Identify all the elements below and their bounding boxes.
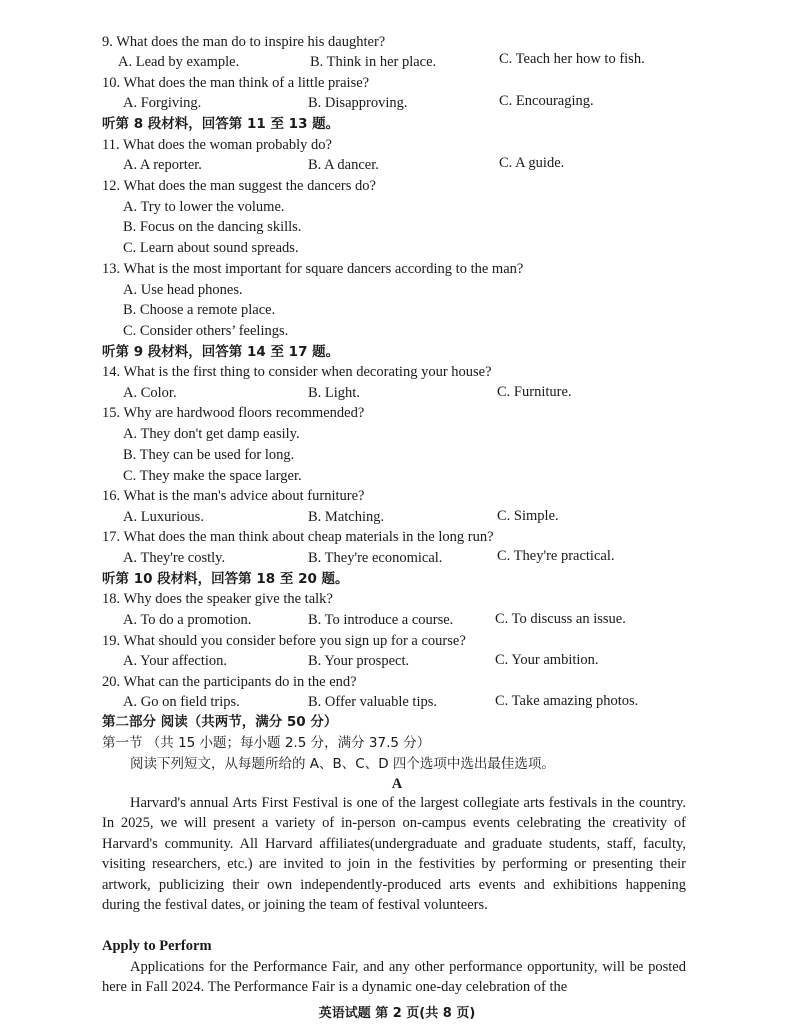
question-20: 20. What can the participants do in the end? bbox=[102, 674, 357, 690]
q15-option-a: A. They don't get damp easily. bbox=[123, 426, 300, 442]
q11-option-b: B. A dancer. bbox=[308, 157, 379, 173]
q13-option-c: C. Consider others’ feelings. bbox=[123, 323, 289, 339]
q16-option-a: A. Luxurious. bbox=[123, 509, 204, 525]
q12-option-c: C. Learn about sound spreads. bbox=[123, 240, 299, 256]
section-1-title: 第一节 （共 15 小题；每小题 2.5 分，满分 37.5 分） bbox=[102, 735, 431, 751]
q20-option-b: B. Offer valuable tips. bbox=[308, 694, 437, 710]
question-19: 19. What should you consider before you sign up for a course? bbox=[102, 633, 466, 649]
q14-option-b: B. Light. bbox=[308, 385, 360, 401]
q20-option-a: A. Go on field trips. bbox=[123, 694, 240, 710]
q19-option-a: A. Your affection. bbox=[123, 653, 228, 669]
q19-option-c: C. Your ambition. bbox=[495, 652, 599, 668]
question-14: 14. What is the first thing to consider when decorating your house? bbox=[102, 364, 492, 380]
q9-option-a: A. Lead by example. bbox=[118, 54, 240, 70]
q11-option-c: C. A guide. bbox=[499, 155, 565, 171]
q20-option-c: C. Take amazing photos. bbox=[495, 693, 639, 709]
q17-option-a: A. They're costly. bbox=[123, 550, 226, 566]
q17-option-b: B. They're economical. bbox=[308, 550, 443, 566]
q14-option-c: C. Furniture. bbox=[497, 384, 572, 400]
q18-option-b: B. To introduce a course. bbox=[308, 612, 454, 628]
reading-instruction: 阅读下列短文，从每题所给的 A、B、C、D 四个选项中选出最佳选项。 bbox=[130, 756, 555, 772]
question-15: 15. Why are hardwood floors recommended? bbox=[102, 405, 365, 421]
question-18: 18. Why does the speaker give the talk? bbox=[102, 591, 333, 607]
section-9-instruction: 听第 9 段材料，回答第 14 至 17 题。 bbox=[102, 344, 340, 360]
q10-option-b: B. Disapproving. bbox=[308, 95, 408, 111]
q10-option-a: A. Forgiving. bbox=[123, 95, 202, 111]
question-9: 9. What does the man do to inspire his daughter? bbox=[102, 34, 386, 50]
question-11: 11. What does the woman probably do? bbox=[102, 137, 332, 153]
part-2-title: 第二部分 阅读（共两节，满分 50 分） bbox=[102, 714, 338, 730]
question-16: 16. What is the man's advice about furniture? bbox=[102, 488, 365, 504]
passage-label: A bbox=[391, 776, 403, 792]
q13-option-a: A. Use head phones. bbox=[123, 282, 243, 298]
q14-option-a: A. Color. bbox=[123, 385, 177, 401]
q12-option-b: B. Focus on the dancing skills. bbox=[123, 219, 302, 235]
q16-option-c: C. Simple. bbox=[497, 508, 559, 524]
q18-option-a: A. To do a promotion. bbox=[123, 612, 252, 628]
section-8-instruction: 听第 8 段材料，回答第 11 至 13 题。 bbox=[102, 116, 340, 132]
question-17: 17. What does the man think about cheap materials in the long run? bbox=[102, 529, 494, 545]
apply-to-perform-heading: Apply to Perform bbox=[102, 938, 212, 954]
question-13: 13. What is the most important for square dancers according to the man? bbox=[102, 261, 524, 277]
question-12: 12. What does the man suggest the dancers do? bbox=[102, 178, 376, 194]
q9-option-c: C. Teach her how to fish. bbox=[499, 51, 645, 67]
q13-option-b: B. Choose a remote place. bbox=[123, 302, 276, 318]
q17-option-c: C. They're practical. bbox=[497, 548, 615, 564]
q16-option-b: B. Matching. bbox=[308, 509, 385, 525]
q12-option-a: A. Try to lower the volume. bbox=[123, 199, 285, 215]
q15-option-b: B. They can be used for long. bbox=[123, 447, 295, 463]
page-footer: 英语试题 第 2 页(共 8 页) bbox=[318, 1006, 476, 1021]
question-10: 10. What does the man think of a little praise? bbox=[102, 75, 370, 91]
passage-paragraph-2: Applications for the Performance Fair, and any other performance opportunity, will be posted here in Fall 2024. The Performance Fair is a dynamic one-day celebration of the bbox=[102, 959, 686, 996]
passage-paragraph-1: Harvard's annual Arts First Festival is one of the largest collegiate arts festivals in the country. In 2025, we will present a variety of in-person on-campus events celebrating the creativity of Harvard's community. All Harvard affiliates(undergraduate and graduate students, staff, faculty, visiting researchers, etc.) are invited to join in the festivities by performing or presenting their artwork, publicizing their own independently-produced arts events and exhibitions happening during the festival dates, or joining the team of festival volunteers. bbox=[102, 795, 686, 914]
q9-option-b: B. Think in her place. bbox=[310, 54, 437, 70]
q11-option-a: A. A reporter. bbox=[123, 157, 202, 173]
q15-option-c: C. They make the space larger. bbox=[123, 468, 302, 484]
q10-option-c: C. Encouraging. bbox=[499, 93, 594, 109]
q18-option-c: C. To discuss an issue. bbox=[495, 611, 626, 627]
section-10-instruction: 听第 10 段材料，回答第 18 至 20 题。 bbox=[102, 571, 349, 587]
q19-option-b: B. Your prospect. bbox=[308, 653, 410, 669]
